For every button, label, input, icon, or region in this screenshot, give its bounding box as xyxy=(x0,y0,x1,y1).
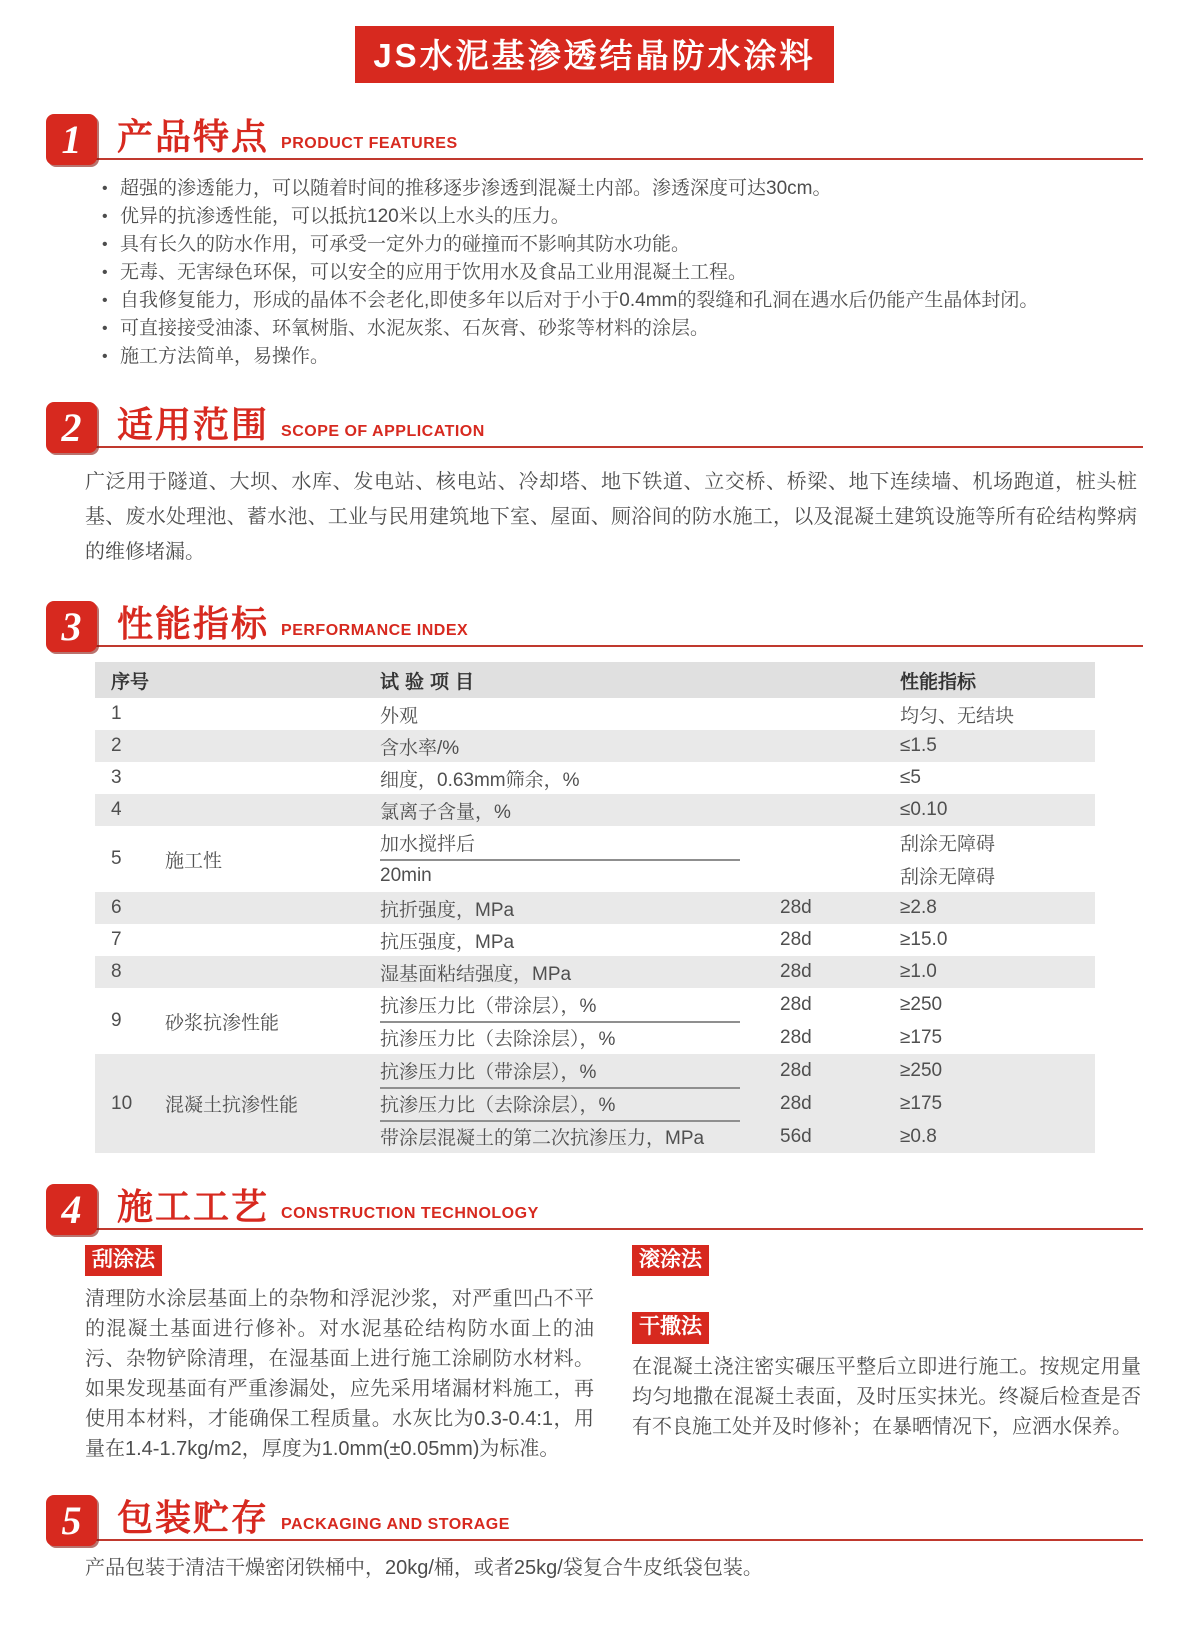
cell-no: 10 xyxy=(111,1092,133,1114)
bullet-dot-icon: • xyxy=(102,264,108,281)
table-subrow xyxy=(380,1120,1095,1153)
cell-value: ≥250 xyxy=(900,993,943,1015)
table-row xyxy=(95,762,1095,794)
feature-bullet-text: 优异的抗渗透性能，可以抵抗120米以上水头的压力。 xyxy=(120,206,570,227)
cell-item: 抗渗压力比（去除涂层），% xyxy=(380,1090,780,1117)
section-subtitle: PACKAGING AND STORAGE xyxy=(281,1516,510,1534)
construction-left-column xyxy=(85,1245,594,1464)
cell-value: ≥1.0 xyxy=(900,961,937,982)
section-title: 包装贮存 xyxy=(117,1497,270,1539)
cell-no: 9 xyxy=(111,1010,122,1031)
table-row xyxy=(95,956,1095,988)
section-underline xyxy=(48,1228,1143,1230)
section-title: 施工工艺 xyxy=(117,1186,270,1227)
method-text-dry-sprinkle: 在混凝土浇注密实碾压平整后立即进行施工。按规定用量均匀地撒在混凝土表面，及时压实抹光。终凝后检查是否有不良施工处并及时修补；在暴晒情况下，应洒水保养。 xyxy=(632,1355,1141,1438)
section-header-packaging xyxy=(46,1486,1143,1546)
cell-no: 6 xyxy=(111,897,122,918)
section-underline xyxy=(48,158,1143,160)
cell-age: 28d xyxy=(780,1059,812,1081)
table-subrow xyxy=(380,1054,1095,1087)
section-number-badge: 2 xyxy=(46,402,97,453)
feature-bullet-list xyxy=(102,175,1129,371)
cell-no: 1 xyxy=(111,703,122,724)
cell-item: 抗渗压力比（带涂层），% xyxy=(380,991,780,1018)
section-header-product-features xyxy=(46,105,1143,165)
cell-item: 抗渗压力比（去除涂层），% xyxy=(380,1029,616,1050)
bullet-dot-icon: • xyxy=(102,180,108,197)
construction-methods xyxy=(85,1245,1141,1464)
cell-value: ≥2.8 xyxy=(900,897,937,918)
cell-item: 细度，0.63mm筛余，% xyxy=(380,769,580,791)
section-subtitle: CONSTRUCTION TECHNOLOGY xyxy=(281,1205,539,1222)
cell-no: 7 xyxy=(111,929,122,950)
packaging-paragraph: 产品包装于清洁干燥密闭铁桶中，20kg/桶，或者25kg/袋复合牛皮纸袋包装。 xyxy=(85,1557,763,1580)
bullet-dot-icon: • xyxy=(102,348,108,365)
cell-age: 56d xyxy=(780,1125,812,1147)
table-subrow xyxy=(380,1087,1095,1120)
subrow-group xyxy=(380,1054,1095,1153)
feature-bullet-text: 无毒、无害绿色环保，可以安全的应用于饮用水及食品工业用混凝土工程。 xyxy=(120,262,748,283)
cell-value: ≥175 xyxy=(900,1026,943,1048)
section-title: 性能指标 xyxy=(117,603,270,644)
feature-bullet xyxy=(102,203,1129,231)
feature-bullet xyxy=(102,231,1129,259)
cell-no: 5 xyxy=(111,848,122,869)
bullet-dot-icon: • xyxy=(102,208,108,225)
bullet-dot-icon: • xyxy=(102,292,108,309)
cell-age: 28d xyxy=(780,897,812,918)
cell-age: 28d xyxy=(780,961,812,982)
feature-bullet-text: 可直接接受油漆、环氧树脂、水泥灰浆、石灰膏、砂浆等材料的涂层。 xyxy=(120,318,710,339)
section-subtitle: SCOPE OF APPLICATION xyxy=(281,423,485,440)
cell-item: 湿基面粘结强度，MPa xyxy=(380,963,572,985)
column-header-no: 序号 xyxy=(111,671,150,693)
section-number-badge: 1 xyxy=(46,114,97,165)
table-subrow xyxy=(380,988,1095,1021)
cell-item: 20min xyxy=(380,864,432,886)
cell-item: 外观 xyxy=(380,705,419,727)
table-row xyxy=(95,924,1095,956)
section-subtitle: PRODUCT FEATURES xyxy=(281,135,458,152)
feature-bullet-text: 施工方法简单，易操作。 xyxy=(120,346,330,367)
table-row xyxy=(95,826,1095,892)
cell-age: 28d xyxy=(780,1026,812,1048)
cell-item: 抗压强度，MPa xyxy=(380,931,515,953)
section-header-scope xyxy=(46,393,1143,453)
cell-value: 均匀、无结块 xyxy=(900,705,1015,727)
cell-age: 28d xyxy=(780,1092,812,1114)
feature-bullet-text: 具有长久的防水作用，可承受一定外力的碰撞而不影响其防水功能。 xyxy=(120,234,691,255)
cell-value: ≥0.8 xyxy=(900,1125,937,1147)
table-subrow xyxy=(380,1021,1095,1054)
cell-item: 加水搅拌后 xyxy=(380,829,780,856)
section-number-badge: 5 xyxy=(46,1495,97,1546)
cell-item: 氯离子含量，% xyxy=(380,801,511,823)
feature-bullet xyxy=(102,315,1129,343)
section-title: 适用范围 xyxy=(117,404,270,445)
table-row xyxy=(95,1054,1095,1153)
section-number-badge: 3 xyxy=(46,601,97,652)
cell-item: 含水率/% xyxy=(380,737,460,759)
section-underline xyxy=(48,1539,1143,1541)
cell-age: 28d xyxy=(780,993,812,1015)
scope-paragraph: 广泛用于隧道、大坝、水库、发电站、核电站、冷却塔、地下铁道、立交桥、桥梁、地下连续墙、机场跑道，桩头桩基、废水处理池、蓄水池、工业与民用建筑地下室、屋面、厕浴间的防水施工，以及混凝土建筑设施等所有砼结构弊病的维修堵漏。 xyxy=(85,471,1137,563)
performance-table xyxy=(95,662,1095,1153)
table-row xyxy=(95,988,1095,1054)
section-underline xyxy=(48,446,1143,448)
page-title-banner: JS水泥基渗透结晶防水涂料 xyxy=(355,26,833,83)
section-header-construction xyxy=(46,1175,1143,1235)
cell-group: 砂浆抗渗性能 xyxy=(165,1012,280,1034)
section-number-badge: 4 xyxy=(46,1184,97,1235)
cell-group: 混凝土抗渗性能 xyxy=(165,1095,299,1116)
construction-right-column xyxy=(632,1245,1141,1464)
feature-bullet xyxy=(102,175,1129,203)
feature-bullet xyxy=(102,287,1129,315)
cell-item: 抗折强度，MPa xyxy=(380,899,515,921)
subrow-group xyxy=(380,988,1095,1054)
cell-group: 施工性 xyxy=(165,850,223,872)
cell-value: ≥15.0 xyxy=(900,929,948,950)
method-text-scrape: 清理防水涂层基面上的杂物和浮泥沙浆，对严重凹凸不平的混凝土基面进行修补。对水泥基砼结构防水面上的油污、杂物铲除清理，在湿基面上进行施工涂刷防水材料。如果发现基面有严重渗漏处，应先采用堵漏材料施工，再使用本材料，才能确保工程质量。水灰比为0.3-0.4:1，用量在1.4-1.7kg/m2，厚度为1.0mm(±0.05mm)为标准。 xyxy=(85,1288,594,1461)
cell-value: ≥250 xyxy=(900,1059,943,1081)
bullet-dot-icon: • xyxy=(102,236,108,253)
section-title: 产品特点 xyxy=(117,116,270,157)
cell-item: 带涂层混凝土的第二次抗渗压力，MPa xyxy=(380,1128,705,1149)
method-badge-dry-sprinkle: 干撒法 xyxy=(632,1312,709,1343)
bullet-dot-icon: • xyxy=(102,320,108,337)
table-subrow xyxy=(380,826,1095,859)
column-header-item: 试验项目 xyxy=(380,671,481,693)
subrow-group xyxy=(380,826,1095,892)
feature-bullet xyxy=(102,259,1129,287)
cell-age: 28d xyxy=(780,929,812,950)
feature-bullet xyxy=(102,343,1129,371)
cell-value: 刮涂无障碍 xyxy=(900,867,996,888)
table-header-row xyxy=(95,662,1095,698)
table-row xyxy=(95,730,1095,762)
cell-no: 4 xyxy=(111,799,122,820)
feature-bullet-text: 超强的渗透能力，可以随着时间的推移逐步渗透到混凝土内部。渗透深度可达30cm。 xyxy=(120,178,832,199)
cell-no: 2 xyxy=(111,735,122,756)
method-badge-roller: 滚涂法 xyxy=(632,1245,709,1276)
table-row xyxy=(95,892,1095,924)
column-header-index: 性能指标 xyxy=(900,671,977,693)
cell-value: ≤1.5 xyxy=(900,735,937,756)
cell-no: 3 xyxy=(111,767,122,788)
section-header-performance xyxy=(46,592,1143,652)
method-badge-scrape: 刮涂法 xyxy=(85,1245,162,1276)
spacer xyxy=(632,1276,1141,1312)
table-row xyxy=(95,698,1095,730)
table-row xyxy=(95,794,1095,826)
cell-item: 抗渗压力比（带涂层），% xyxy=(380,1057,780,1084)
cell-value: 刮涂无障碍 xyxy=(900,834,996,855)
feature-bullet-text: 自我修复能力，形成的晶体不会老化,即使多年以后对于小于0.4mm的裂缝和孔洞在遇水后仍能产生晶体封闭。 xyxy=(120,290,1039,311)
cell-value: ≤5 xyxy=(900,767,921,788)
cell-no: 8 xyxy=(111,961,122,982)
cell-value: ≤0.10 xyxy=(900,799,948,820)
table-subrow xyxy=(380,859,1095,892)
cell-value: ≥175 xyxy=(900,1092,943,1114)
section-subtitle: PERFORMANCE INDEX xyxy=(281,622,469,639)
section-underline xyxy=(48,645,1143,647)
